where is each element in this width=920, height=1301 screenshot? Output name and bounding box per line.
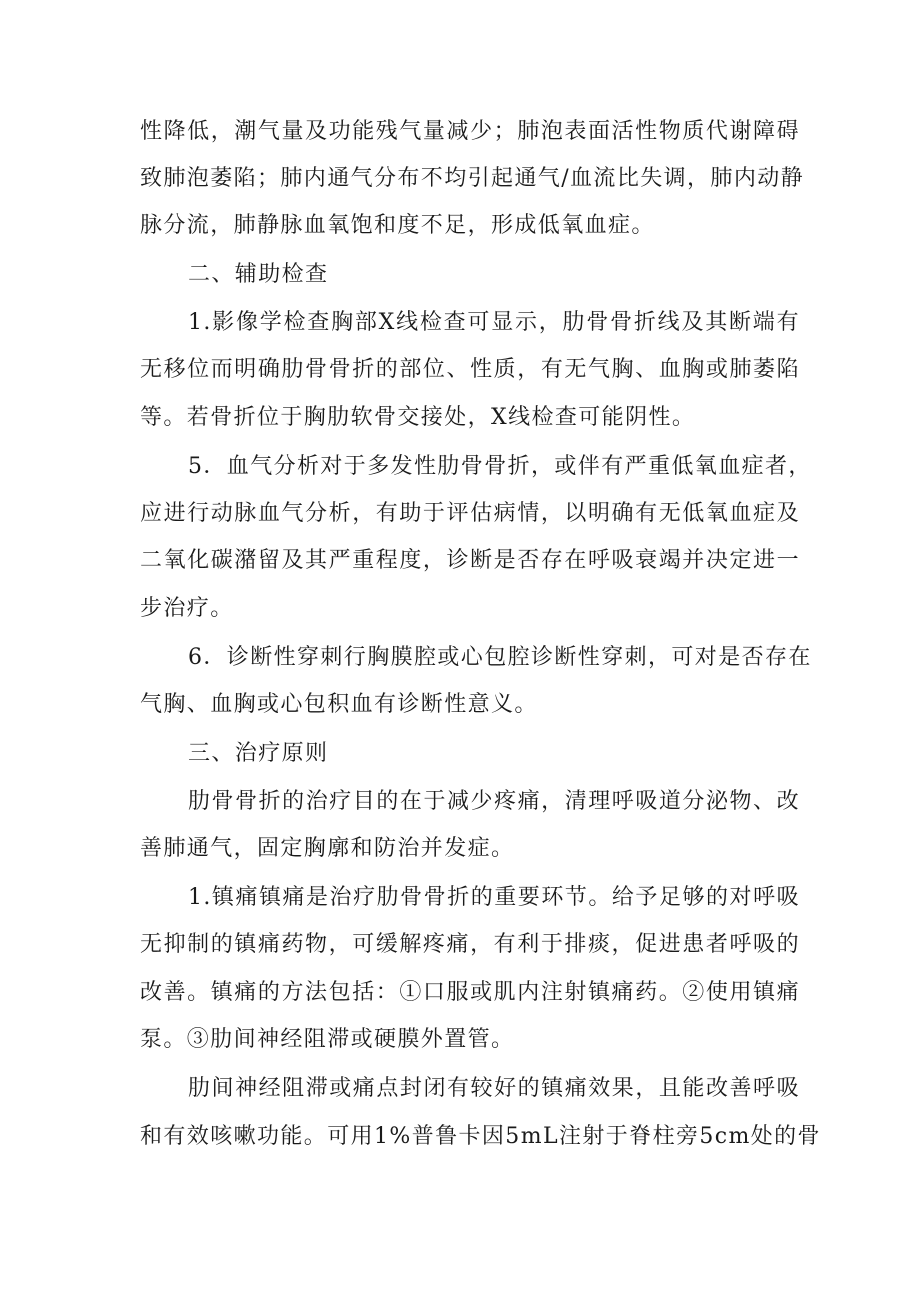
text-line: 泵。③肋间神经阻滞或硬膜外置管。: [140, 1027, 515, 1052]
text-line: 和有效咳嗽功能。可用1%普鲁卡因5mL注射于脊柱旁5cm处的骨: [140, 1124, 821, 1149]
text-line: 无抑制的镇痛药物，可缓解疼痛，有利于排痰，促进患者呼吸的: [140, 932, 800, 957]
text-line: 步治疗。: [140, 596, 234, 621]
text-line: 致肺泡萎陷；肺内通气分布不均引起通气/血流比失调，肺内动静: [140, 166, 805, 191]
section-heading: 三、治疗原则: [188, 741, 329, 766]
text-line: 肋骨骨折的治疗目的在于减少疼痛，清理呼吸道分泌物、改: [188, 789, 800, 814]
text-line: 6．诊断性穿刺行胸膜腔或心包腔诊断性穿刺，可对是否存在: [188, 645, 812, 670]
text-line: 1.镇痛镇痛是治疗肋骨骨折的重要环节。给予足够的对呼吸: [188, 885, 800, 910]
text-line: 应进行动脉血气分析，有助于评估病情，以明确有无低氧血症及: [140, 501, 800, 526]
text-line: 无移位而明确肋骨骨折的部位、性质，有无气胸、血胸或肺萎陷: [140, 357, 800, 382]
text-line: 肋间神经阻滞或痛点封闭有较好的镇痛效果，且能改善呼吸: [188, 1076, 800, 1101]
text-line: 等。若骨折位于胸肋软骨交接处，X线检查可能阴性。: [140, 405, 696, 430]
section-heading: 二、辅助检查: [188, 262, 329, 287]
text-line: 性降低，潮气量及功能残气量减少；肺泡表面活性物质代谢障碍: [140, 119, 800, 144]
text-line: 二氧化碳潴留及其严重程度，诊断是否存在呼吸衰竭并决定进一: [140, 548, 800, 573]
text-line: 善肺通气，固定胸廓和防治并发症。: [140, 836, 515, 861]
text-line: 改善。镇痛的方法包括：①口服或肌内注射镇痛药。②使用镇痛: [140, 980, 800, 1005]
text-line: 1.影像学检查胸部X线检查可显示，肋骨骨折线及其断端有: [188, 310, 800, 335]
text-line: 脉分流，肺静脉血氧饱和度不足，形成低氧血症。: [140, 213, 655, 238]
text-line: 5．血气分析对于多发性肋骨骨折，或伴有严重低氧血症者，: [188, 454, 812, 479]
text-line: 气胸、血胸或心包积血有诊断性意义。: [140, 692, 538, 717]
